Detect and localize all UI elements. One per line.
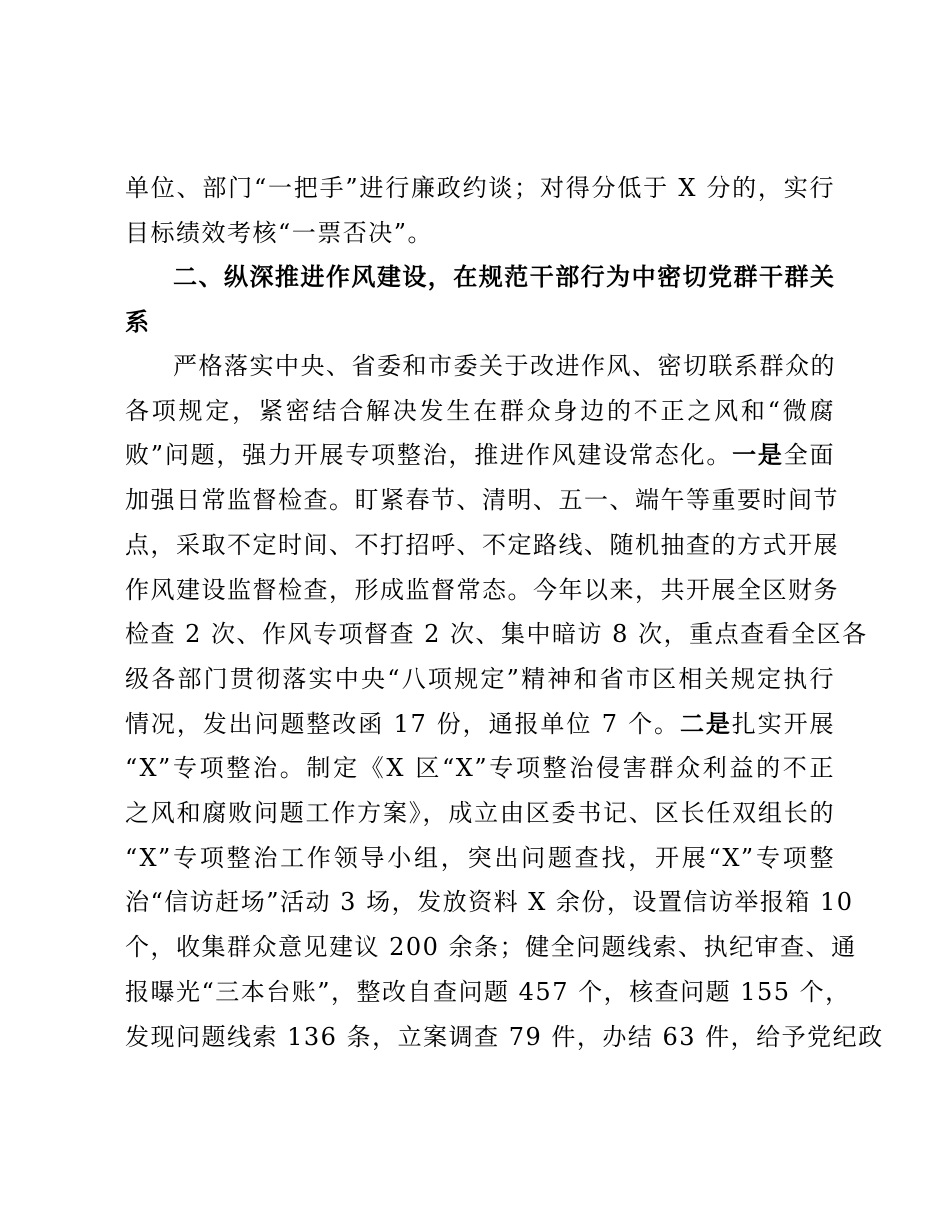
text-line: 治“信访赶场”活动 3 场，发放资料 X 余份，设置信访举报箱 10	[125, 888, 854, 917]
bold-lead: 一是	[732, 441, 784, 470]
text-line: “X”专项整治工作领导小组，突出问题查找，开展“X”专项整	[125, 843, 835, 872]
text-line: 严格落实中央、省委和市委关于改进作风、密切联系群众的	[173, 352, 836, 380]
text-line: 目标绩效考核“一票否决”。	[125, 218, 434, 247]
text-line: 单位、部门“一把手”进行廉政约谈；对得分低于 X 分的，实行	[125, 174, 835, 202]
text-line: 各项规定，紧密结合解决发生在群众身边的不正之风和“微腐	[125, 396, 835, 425]
text-line: 发现问题线索 136 条，立案调查 79 件，办结 63 件，给予党纪政	[125, 1022, 884, 1051]
text-run: 扎实开展	[731, 709, 836, 738]
text-line	[125, 702, 835, 747]
text-line: 之风和腐败问题工作方案》，成立由区委书记、区长任双组长的	[125, 799, 835, 828]
intro-paragraph	[125, 166, 835, 255]
section-heading	[125, 255, 835, 344]
heading-line: 系	[125, 307, 150, 336]
text-line: 级各部门贯彻落实中央“八项规定”精神和省市区相关规定执行	[125, 664, 835, 693]
text-run: 情况，发出问题整改函 17 份，通报单位 7 个。	[125, 709, 680, 738]
text-line: 报曝光“三本台账”，整改自查问题 457 个，核查问题 155 个，	[125, 977, 851, 1006]
bold-lead: 二是	[679, 709, 732, 738]
text-line: 点，采取不定时间、不打招呼、不定路线、随机抽查的方式开展	[125, 530, 839, 559]
text-line	[125, 433, 835, 478]
heading-line: 二、纵深推进作风建设，在规范干部行为中密切党群干群关	[173, 263, 835, 291]
text-run: 全面	[783, 441, 836, 470]
text-run: 败”问题，强力开展专项整治，推进作风建设常态化。	[125, 441, 733, 470]
text-line: 作风建设监督检查，形成监督常态。今年以来，共开展全区财务	[125, 575, 839, 604]
text-line: 加强日常监督检查。盯紧春节、清明、五一、端午等重要时间节	[125, 486, 839, 515]
text-line: 检查 2 次、作风专项督查 2 次、集中暗访 8 次，重点查看全区各	[125, 620, 868, 649]
body-paragraph	[125, 344, 884, 1059]
text-line: 个，收集群众意见建议 200 余条；健全问题线索、执纪审查、通	[125, 933, 857, 962]
text-line: “X”专项整治。制定《X 区“X”专项整治侵害群众利益的不正	[125, 754, 835, 783]
